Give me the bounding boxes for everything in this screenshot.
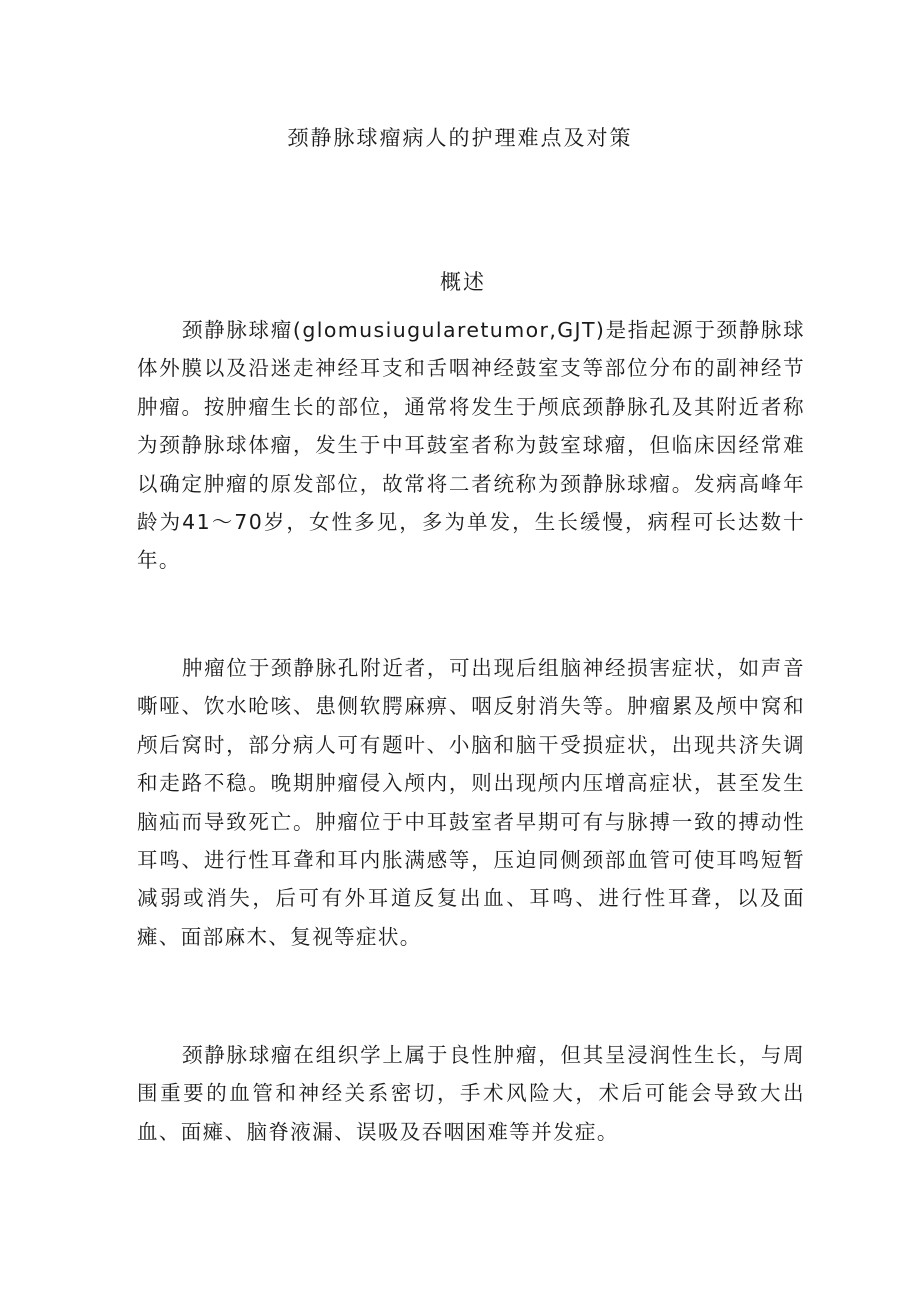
paragraph-3: 颈静脉球瘤在组织学上属于良性肿瘤，但其呈浸润性生长，与周围重要的血管和神经关系密切，手术风险大，术后可能会导致大出血、面瘫、脑脊液漏、误吸及吞咽困难等并发症。 — [137, 1043, 805, 1144]
section-heading-overview: 概述 — [440, 270, 486, 294]
paragraph-2: 肿瘤位于颈静脉孔附近者，可出现后组脑神经损害症状，如声音嘶哑、饮水呛咳、患侧软腭麻痹、咽反射消失等。肿瘤累及颅中窝和颅后窝时，部分病人可有题叶、小脑和脑干受损症状，出现共济失调和走路不稳。晚期肿瘤侵入颅内，则出现颅内压增高症状，甚至发生脑疝而导致死亡。肿瘤位于中耳鼓室者早期可有与脉搏一致的搏动性耳鸣、进行性耳聋和耳内胀满感等，压迫同侧颈部血管可使耳鸣短暂减弱或消失，后可有外耳道反复出血、耳鸣、进行性耳聋，以及面瘫、面部麻木、复视等症状。 — [137, 656, 805, 949]
document-title: 颈静脉球瘤病人的护理难点及对策 — [287, 126, 633, 150]
paragraph-1: 颈静脉球瘤(glomusiugularetumor,GJT)是指起源于颈静脉球体外膜以及沿迷走神经耳支和舌咽神经鼓室支等部位分布的副神经节肿瘤。按肿瘤生长的部位，通常将发生于颅底颈静脉孔及其附近者称为颈静脉球体瘤，发生于中耳鼓室者称为鼓室球瘤，但临床因经常难以确定肿瘤的原发部位，故常将二者统称为颈静脉球瘤。发病高峰年龄为41～70岁，女性多见，多为单发，生长缓慢，病程可长达数十年。 — [137, 318, 805, 573]
